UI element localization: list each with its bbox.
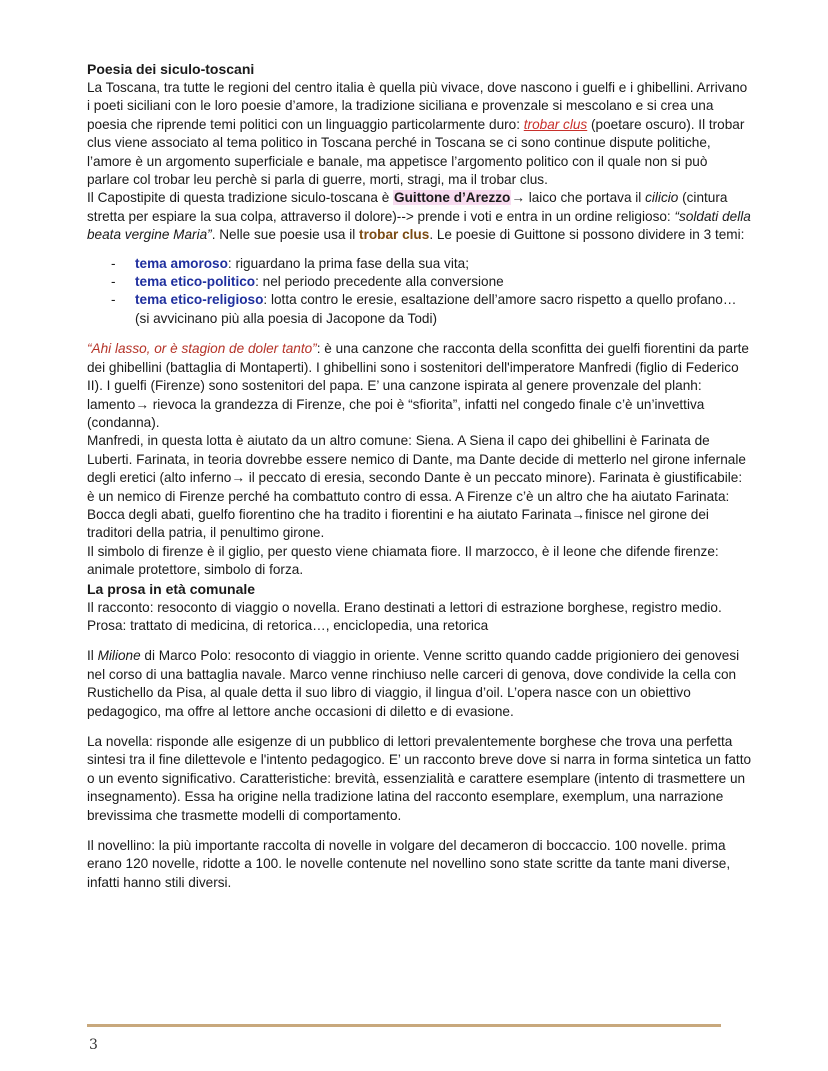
list-dash: - — [111, 274, 116, 290]
footer-divider — [87, 1024, 721, 1027]
theme-name: tema etico-religioso — [135, 292, 264, 308]
theme-name: tema amoroso — [135, 255, 228, 271]
ahi-lasso-quote: “Ahi lasso, or è stagion de doler tanto” — [87, 341, 317, 357]
paragraph-text: (cintura stretta per espiare la sua colpa, attraverso il dolore)--> prende i voti e entra in un ordine religioso: — [87, 190, 728, 224]
theme-text: : riguardano la prima fase della sua vita; — [227, 255, 469, 271]
paragraph-text: . Le poesie di Guittone si possono dividere in 3 temi: — [429, 227, 745, 243]
section-title-prosa: La prosa in età comunale — [87, 580, 256, 597]
paragraph-text: Il — [87, 648, 98, 664]
list-dash: - — [111, 255, 116, 271]
trobar-clus-link[interactable]: trobar clus — [523, 116, 588, 132]
section-title-poesia: Poesia dei siculo-toscani — [87, 61, 255, 77]
theme-text: : nel periodo precedente alla conversione — [255, 274, 504, 290]
milione-title: Milione — [97, 648, 141, 664]
paragraph-racconto: Il racconto: resoconto di viaggio o novella. Erano destinati a lettori di estrazione borghese, registro medio. Prosa: trattato di medicina, di retorica…, enciclopedia, una retorica — [87, 599, 722, 633]
themes-list — [87, 255, 753, 329]
paragraph-novella: La novella: risponde alle esigenze di un pubblico di lettori prevalentemente borghese che trova una perfetta sintesi tra il fine dilettevole e l'intento pedagogico. E’ un racconto breve dove si narra in forma sintetica un fatto o un evento significativo. Caratteristiche: brevità, essenzialità e carattere esemplare (intento di trasmettere un insegnamento). Essa ha origine nella tradizione latina del racconto esemplare, exemplum, una narrazione brevissima che trasmette modelli di comportamento. — [87, 734, 752, 823]
page-content — [87, 60, 753, 892]
trobar-clus-bold: trobar clus — [359, 227, 430, 243]
paragraph-milione — [87, 647, 753, 721]
list-item — [87, 291, 753, 328]
paragraph-guittone — [87, 189, 753, 244]
paragraph-toscana — [87, 79, 753, 189]
list-dash: - — [111, 292, 116, 308]
theme-text: : lotta contro le eresie, esaltazione dell’amore sacro rispetto a quello profano… (si avvicinano più alla poesia di Jacopone da Todi) — [135, 292, 737, 326]
paragraph-simbolo: Il simbolo di firenze è il giglio, per questo viene chiamata fiore. Il marzocco, è il leone che difende firenze: animale protettore, simbolo di forza. — [87, 543, 719, 578]
paragraph-manfredi: Manfredi, in questa lotta è aiutato da un altro comune: Siena. A Siena il capo dei ghibellini è Farinata de Luberti. Farinata, in teoria dovrebbe essere nemico di Dante, ma Dante decide di metterlo nel girone infernale degli eretici (alto inferno→ il peccato di eresia, secondo Dante è un peccato minore). Farinata è giustificabile: è un nemico di Firenze perché ha combattuto contro di essa. A Firenze c’è un altro che ha aiutato Farinata: Bocca degli abati, guelfo fiorentino che ha tradito i fiorentini e ha aiutato Farinata→finisce nel girone dei traditori della patria, il penultimo girone. — [87, 433, 746, 541]
paragraph-text: (poetare oscuro). Il trobar clus viene associato al tema politico in Toscana perché in Toscana se ci sono continue dispute politiche, l’amore è un argomento superficiale e banale, ma appetisce l’argomento politico con il quale non si può parlare col trobar leu perchè si parla di guerre, morti, stragi, ma il trobar clus. — [87, 116, 745, 188]
theme-name: tema etico-politico — [135, 274, 256, 290]
list-item — [87, 273, 753, 291]
paragraph-novellino: Il novellino: la più importante raccolta di novelle in volgare del decameron di boccaccio. 100 novelle. prima erano 120 novelle, ridotte a 100. le novelle contenute nel novellino sono state scritte da tante mani diverse, infatti hanno stili diversi. — [87, 838, 731, 890]
paragraph-ahi-lasso — [87, 340, 753, 432]
paragraph-text: → laico che portava il — [511, 190, 646, 206]
page-number: 3 — [89, 1037, 98, 1053]
soldati-quote: “soldati della beata vergine Maria” — [87, 208, 751, 243]
paragraph-text: La Toscana, tra tutte le regioni del centro italia è quella più vivace, dove nascono i guelfi e i ghibellini. Arrivano i poeti siciliani con le loro poesie d’amore, la tradizione siciliana e provenzale si mescolano e si crea una poesia che riprende temi politici con un linguaggio particolarmente duro: — [87, 80, 748, 132]
paragraph-text: di Marco Polo: resoconto di viaggio in oriente. Venne scritto quando cadde prigioniero dei genovesi nel corso di una battaglia navale. Marco venne rinchiuso nelle carceri di genova, dove condivide la cella con Rustichello da Pisa, al quale detta il suo libro di viaggio, il lingua d’oil. L’opera nasce con un obiettivo pedagogico, ma offre al lettore anche occasioni di diletto e di evasione. — [87, 648, 740, 719]
paragraph-text: Il Capostipite di questa tradizione siculo-toscana è — [87, 190, 394, 206]
guittone-highlight: Guittone d’Arezzo — [394, 190, 511, 206]
paragraph-text: : è una canzone che racconta della sconfitta dei guelfi fiorentini da parte dei ghibellini (battaglia di Montaperti). I ghibellini sono i sostenitori dell'imperatore Manfredi (figlio di Federico II). I guelfi (Firenze) sono sostenitori del papa. E’ una canzone ispirata al genere provenzale del planh: lamento→ rievoca la grandezza di Firenze, che poi è “sfiorita”, infatti nel congedo finale c’è un’invettiva (condanna). — [87, 341, 749, 430]
cilicio-term: cilicio — [645, 190, 679, 206]
paragraph-text: . Nelle sue poesie usa il — [211, 227, 360, 243]
list-item — [87, 255, 753, 273]
